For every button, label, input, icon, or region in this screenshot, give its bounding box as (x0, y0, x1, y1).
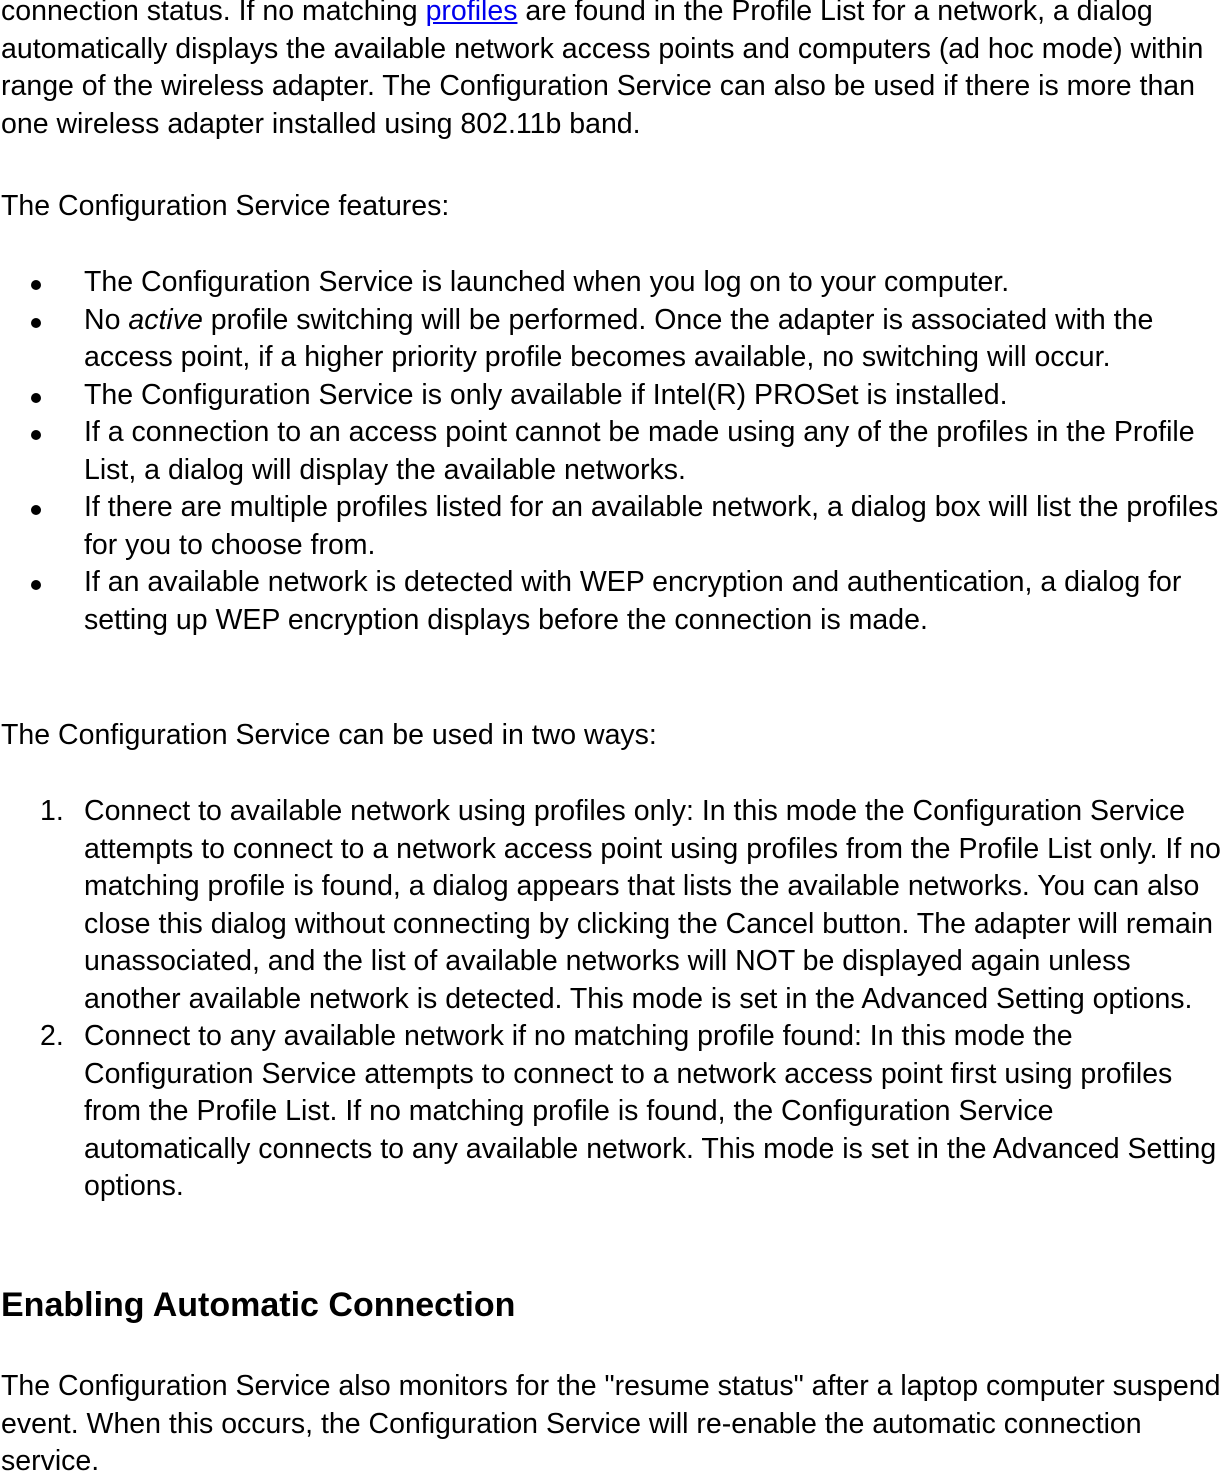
list-item-emphasis: active (128, 303, 203, 336)
list-item-suffix: profile switching will be performed. Once the adapter is associated with the access point, if a higher priority profile becomes available, no switching will occur. (84, 303, 1154, 373)
list-item (0, 377, 1223, 415)
bullet-icon (31, 505, 41, 515)
list-item-text: If an available network is detected with WEP encryption and authentication, a dialog for setting up WEP encryption displays before the connection is made. (84, 566, 1182, 636)
bullet-icon (31, 430, 41, 440)
intro-text-after-link: are found in the Profile List for a network, a dialog automatically displays the available network access points and computers (ad hoc mode) within range of the wireless adapter. The Configuration Service can also be used if there is more than one wireless adapter installed using 802.11b band. (1, 0, 1204, 140)
bullet-icon (31, 393, 41, 403)
list-item (0, 489, 1223, 564)
bullet-icon (31, 318, 41, 328)
numbered-item (0, 1018, 1223, 1206)
item-number: 1. (40, 795, 64, 827)
list-item (0, 564, 1223, 639)
list-item-text: If there are multiple profiles listed for an available network, a dialog box will list the profiles for you to choose from. (84, 491, 1219, 561)
list-item (0, 302, 1223, 377)
list-item-prefix: No (84, 303, 129, 336)
list-item (0, 414, 1223, 489)
item-number: 2. (40, 1020, 64, 1052)
list-item-text: The Configuration Service is only available if Intel(R) PROSet is installed. (84, 378, 1008, 411)
profiles-link[interactable]: profiles (425, 0, 518, 27)
list-item-text: The Configuration Service is launched when you log on to your computer. (84, 266, 1010, 298)
numbered-item-text: Connect to any available network if no matching profile found: In this mode the Configuration Service attempts to connect to a network access point first using profiles from the Profile List. If no matching profile is found, the Configuration Service automatically connects to any available network. This mode is set in the Advanced Setting options. (84, 1020, 1217, 1202)
intro-paragraph (1, 0, 1223, 143)
bullet-icon (31, 280, 41, 290)
closing-paragraph: The Configuration Service also monitors for the "resume status" after a laptop computer suspend event. When this occurs, the Configuration Service will re-enable the automatic connection service. (1, 1370, 1221, 1477)
intro-text-before-link: connection status. If no matching (1, 0, 426, 27)
ways-list (0, 793, 1223, 1206)
bullet-icon (31, 580, 41, 590)
ways-lead: The Configuration Service can be used in two ways: (1, 719, 657, 751)
features-list (0, 264, 1223, 639)
numbered-item-text: Connect to available network using profiles only: In this mode the Configuration Service attempts to connect to a network access point using profiles from the Profile List only. If no matching profile is found, a dialog appears that lists the available networks. You can also close this dialog without connecting by clicking the Cancel button. The adapter will remain unassociated, and the list of available networks will NOT be displayed again unless another available network is detected. This mode is set in the Advanced Setting options. (84, 795, 1221, 1015)
section-heading: Enabling Automatic Connection (1, 1286, 516, 1324)
list-item-text: If a connection to an access point cannot be made using any of the profiles in the Profile List, a dialog will display the available networks. (84, 416, 1195, 486)
list-item (0, 264, 1223, 302)
features-lead: The Configuration Service features: (1, 190, 450, 222)
numbered-item (0, 793, 1223, 1018)
